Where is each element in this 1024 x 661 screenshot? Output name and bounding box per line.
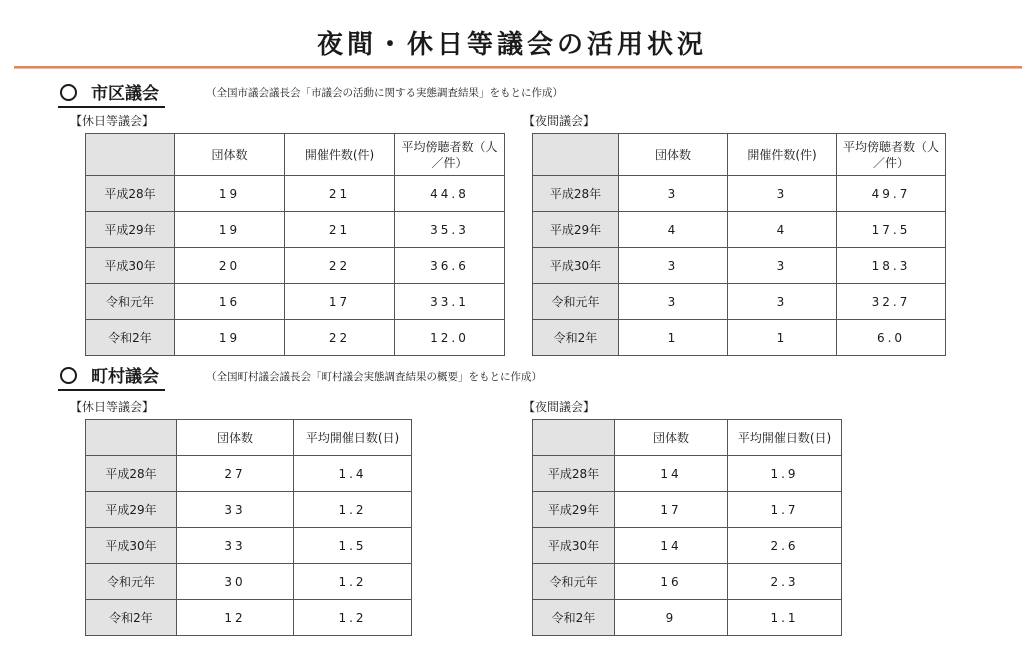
row-header: 平成28年 xyxy=(86,456,177,492)
table-row xyxy=(86,564,412,600)
table-cell: 14 xyxy=(615,456,728,492)
table-cell: 1.7 xyxy=(728,492,842,528)
column-header: 団体数 xyxy=(619,134,728,176)
table-cell: 44.8 xyxy=(395,176,505,212)
table-row xyxy=(533,492,842,528)
row-header: 令和2年 xyxy=(86,600,177,636)
table-row xyxy=(86,284,505,320)
table-cell: 18.3 xyxy=(837,248,946,284)
circle-bullet-icon xyxy=(60,84,77,101)
column-header: 団体数 xyxy=(175,134,285,176)
table-cell: 1.1 xyxy=(728,600,842,636)
table-cell: 1.9 xyxy=(728,456,842,492)
row-header: 平成28年 xyxy=(533,176,619,212)
table-row xyxy=(86,320,505,356)
table-label-town-holiday: 【休日等議会】 xyxy=(70,400,155,414)
table-cell: 27 xyxy=(177,456,294,492)
table-cell: 30 xyxy=(177,564,294,600)
table-cell: 1.2 xyxy=(294,492,412,528)
table-cell: 9 xyxy=(615,600,728,636)
table-row xyxy=(533,248,946,284)
table-label-city-night: 【夜間議会】 xyxy=(523,114,596,128)
corner-cell xyxy=(86,420,177,456)
row-header: 令和2年 xyxy=(86,320,175,356)
table-row xyxy=(533,212,946,248)
table-cell: 3 xyxy=(619,248,728,284)
table-cell: 19 xyxy=(175,212,285,248)
table-cell: 3 xyxy=(728,284,837,320)
table-cell: 3 xyxy=(728,176,837,212)
table-cell: 1.2 xyxy=(294,564,412,600)
row-header: 平成29年 xyxy=(533,492,615,528)
table-row xyxy=(533,528,842,564)
city-night-table xyxy=(532,133,946,356)
section-heading-town xyxy=(58,366,165,391)
table-cell: 21 xyxy=(285,212,395,248)
row-header: 平成29年 xyxy=(86,492,177,528)
table-row xyxy=(533,600,842,636)
table-row xyxy=(533,176,946,212)
table-cell: 33.1 xyxy=(395,284,505,320)
column-header: 開催件数(件) xyxy=(728,134,837,176)
column-header: 平均開催日数(日) xyxy=(728,420,842,456)
table-cell: 33 xyxy=(177,528,294,564)
row-header: 平成30年 xyxy=(533,248,619,284)
table-header-row xyxy=(86,420,412,456)
row-header: 令和2年 xyxy=(533,600,615,636)
table-cell: 22 xyxy=(285,320,395,356)
table-header-row xyxy=(533,420,842,456)
table-row xyxy=(86,456,412,492)
row-header: 平成30年 xyxy=(533,528,615,564)
table-cell: 4 xyxy=(728,212,837,248)
table-row xyxy=(86,492,412,528)
table-header-row xyxy=(533,134,946,176)
table-cell: 20 xyxy=(175,248,285,284)
table-row xyxy=(86,600,412,636)
page-title: 夜間・休日等議会の活用状況 xyxy=(316,30,707,60)
table-cell: 16 xyxy=(175,284,285,320)
table-cell: 14 xyxy=(615,528,728,564)
row-header: 平成29年 xyxy=(86,212,175,248)
corner-cell xyxy=(533,134,619,176)
table-cell: 1.2 xyxy=(294,600,412,636)
table-row xyxy=(533,564,842,600)
table-cell: 17 xyxy=(615,492,728,528)
table-row xyxy=(533,284,946,320)
table-cell: 21 xyxy=(285,176,395,212)
table-label-town-night: 【夜間議会】 xyxy=(523,400,596,414)
table-cell: 3 xyxy=(728,248,837,284)
row-header: 平成29年 xyxy=(533,212,619,248)
circle-bullet-icon xyxy=(60,367,77,384)
table-row xyxy=(86,528,412,564)
row-header: 平成28年 xyxy=(86,176,175,212)
corner-cell xyxy=(86,134,175,176)
row-header: 令和元年 xyxy=(86,564,177,600)
source-note-town: （全国町村議会議長会「町村議会実態調査結果の概要」をもとに作成） xyxy=(206,371,542,383)
table-cell: 1.4 xyxy=(294,456,412,492)
table-cell: 32.7 xyxy=(837,284,946,320)
row-header: 平成28年 xyxy=(533,456,615,492)
table-cell: 2.3 xyxy=(728,564,842,600)
table-cell: 2.6 xyxy=(728,528,842,564)
table-cell: 17 xyxy=(285,284,395,320)
title-divider xyxy=(14,66,1022,69)
column-header: 団体数 xyxy=(615,420,728,456)
column-header: 平均傍聴者数（人／件） xyxy=(837,134,946,176)
table-cell: 36.6 xyxy=(395,248,505,284)
section-heading-city xyxy=(58,83,165,108)
table-cell: 49.7 xyxy=(837,176,946,212)
column-header: 開催件数(件) xyxy=(285,134,395,176)
table-label-city-holiday: 【休日等議会】 xyxy=(70,114,155,128)
table-cell: 12 xyxy=(177,600,294,636)
column-header: 団体数 xyxy=(177,420,294,456)
town-night-table xyxy=(532,419,842,636)
column-header: 平均開催日数(日) xyxy=(294,420,412,456)
table-row xyxy=(86,212,505,248)
table-header-row xyxy=(86,134,505,176)
table-cell: 35.3 xyxy=(395,212,505,248)
table-cell: 17.5 xyxy=(837,212,946,248)
table-row xyxy=(86,176,505,212)
table-cell: 1 xyxy=(728,320,837,356)
table-cell: 1.5 xyxy=(294,528,412,564)
row-header: 令和2年 xyxy=(533,320,619,356)
row-header: 令和元年 xyxy=(533,564,615,600)
town-holiday-table xyxy=(85,419,412,636)
source-note-city: （全国市議会議長会「市議会の活動に関する実態調査結果」をもとに作成） xyxy=(206,87,563,99)
table-cell: 3 xyxy=(619,176,728,212)
table-cell: 19 xyxy=(175,176,285,212)
corner-cell xyxy=(533,420,615,456)
table-cell: 4 xyxy=(619,212,728,248)
table-cell: 12.0 xyxy=(395,320,505,356)
column-header: 平均傍聴者数（人／件） xyxy=(395,134,505,176)
section-title-city: 市区議会 xyxy=(91,84,159,104)
table-cell: 6.0 xyxy=(837,320,946,356)
row-header: 平成30年 xyxy=(86,528,177,564)
table-cell: 19 xyxy=(175,320,285,356)
table-cell: 3 xyxy=(619,284,728,320)
row-header: 平成30年 xyxy=(86,248,175,284)
table-row xyxy=(533,456,842,492)
table-cell: 33 xyxy=(177,492,294,528)
section-title-town: 町村議会 xyxy=(91,367,159,387)
table-cell: 22 xyxy=(285,248,395,284)
city-holiday-table xyxy=(85,133,505,356)
row-header: 令和元年 xyxy=(86,284,175,320)
table-row xyxy=(86,248,505,284)
table-cell: 1 xyxy=(619,320,728,356)
row-header: 令和元年 xyxy=(533,284,619,320)
table-row xyxy=(533,320,946,356)
table-cell: 16 xyxy=(615,564,728,600)
